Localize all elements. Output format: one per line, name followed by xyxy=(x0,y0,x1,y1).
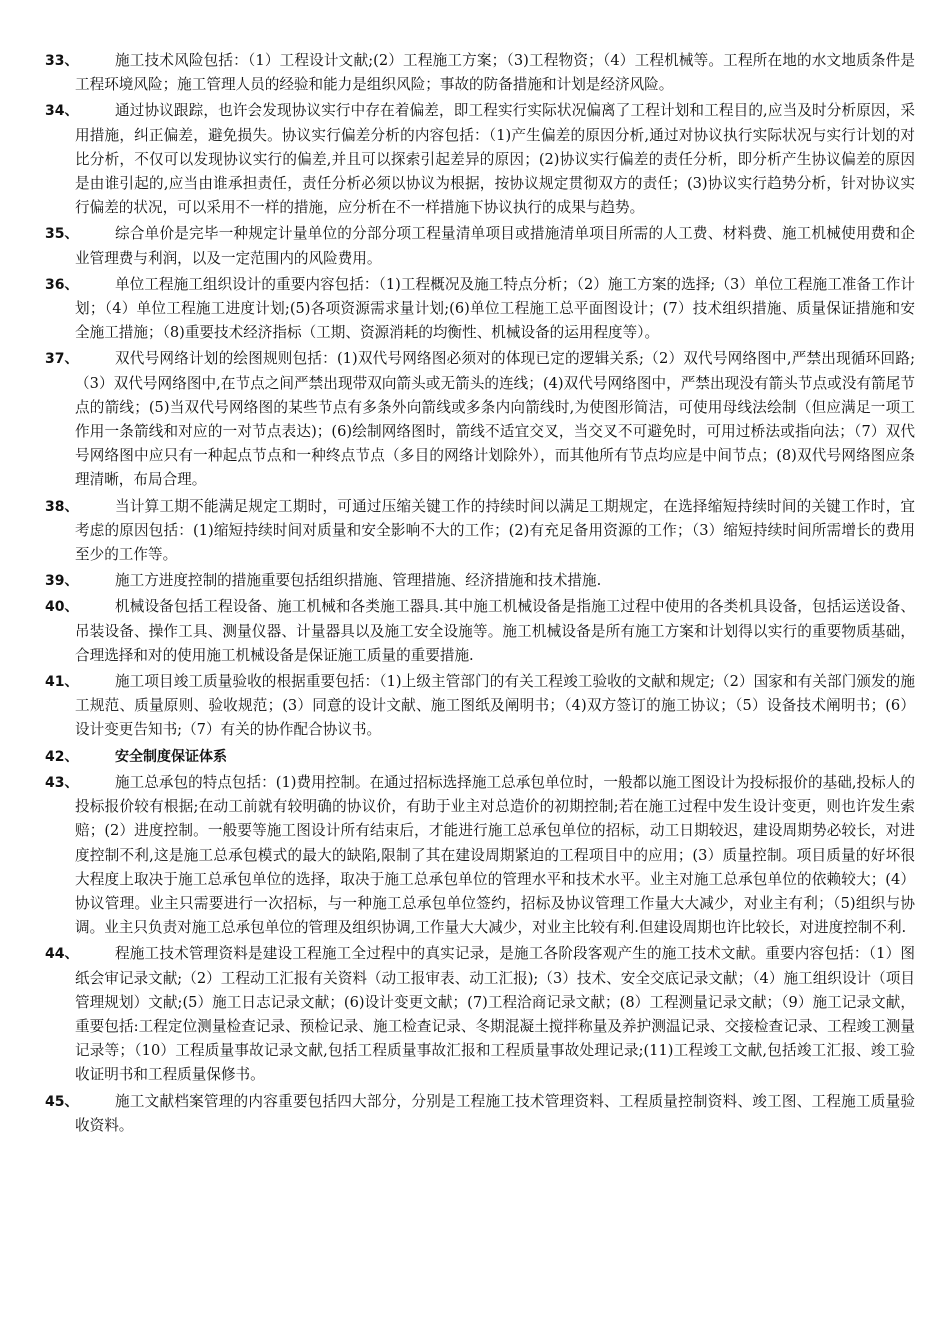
list-item xyxy=(45,273,915,346)
item-heading: 安全制度保证体系 xyxy=(115,748,227,765)
list-item xyxy=(45,569,915,593)
item-text: 程施工技术管理资料是建设工程施工全过程中的真实记录，是施工各阶段客观产生的施工技术文献。重要内容包括：（1）图纸会审记录文献;（2）工程动工汇报有关资料（动工报审表、动工汇报);（3）技术、安全交底记录文献；（4）施工组织设计（项目管理规划）文献;(5）施工日志记录文献；(6)设计变更文献；(7)工程洽商记录文献；(8）工程测量记录文献；（9）施工记录文献，重要包括:工程定位测量检查记录、预检记录、施工检查记录、冬期混凝土搅拌称量及养护测温记录、交接检查记录、工程竣工测量记录等；（10）工程质量事故记录文献,包括工程质量事故汇报和工程质量事故处理记录;(11)工程竣工文献,包括竣工汇报、竣工验收证明书和工程质量保修书。 xyxy=(75,945,915,1084)
list-item xyxy=(45,942,915,1087)
item-text: 施工技术风险包括：（1）工程设计文献;(2）工程施工方案；（3)工程物资；（4）工程机械等。工程所在地的水文地质条件是工程环境风险；施工管理人员的经验和能力是组织风险；事故的防备措施和计划是经济风险。 xyxy=(75,52,915,94)
item-text: 施工方进度控制的措施重要包括组织措施、管理措施、经济措施和技术措施. xyxy=(115,572,602,590)
item-text: 施工总承包的特点包括：(1)费用控制。在通过招标选择施工总承包单位时，一般都以施工图设计为投标报价的基础,投标人的投标报价较有根据;在动工前就有较明确的协议价，有助于业主对总造价的初期控制;若在施工过程中发生设计变更，则也许发生索赔；(2）进度控制。一般要等施工图设计所有结束后，才能进行施工总承包单位的招标，动工日期较迟，建设周期势必较长，对进度控制不利,这是施工总承包模式的最大的缺陷,限制了其在建设周期紧迫的工程项目中的应用；(3）质量控制。项目质量的好坏很大程度上取决于施工总承包单位的选择，取决于施工总承包单位的管理水平和技术水平。业主对施工总承包单位的依赖较大；(4）协议管理。业主只需要进行一次招标，与一种施工总承包单位签约，招标及协议管理工作量大大减少，对业主有利；（5)组织与协调。业主只负责对施工总承包单位的管理及组织协调,工作量大大减少，对业主比较有利.但建设周期也许比较长，对进度控制不利. xyxy=(75,773,915,937)
list-item xyxy=(45,745,915,769)
item-text: 综合单价是完毕一种规定计量单位的分部分项工程量清单项目或措施清单项目所需的人工费、材料费、施工机械使用费和企业管理费与利润，以及一定范围内的风险费用。 xyxy=(75,225,915,267)
item-text: 单位工程施工组织设计的重要内容包括：（1)工程概况及施工特点分析；（2）施工方案的选择;（3）单位工程施工准备工作计划；（4）单位工程施工进度计划;(5)各项资源需求量计划;(6)单位工程施工总平面图设计；(7）技术组织措施、质量保证措施和安全施工措施；（8)重要技术经济指标（工期、资源消耗的均衡性、机械设备的运用程度等）。 xyxy=(75,275,915,342)
list-item xyxy=(45,347,915,492)
item-number: 41、 xyxy=(45,674,79,691)
item-number: 33、 xyxy=(45,53,79,69)
list-item xyxy=(45,1090,915,1138)
list-item xyxy=(45,670,915,743)
list-item xyxy=(45,771,915,940)
list-item xyxy=(45,99,915,220)
item-number: 45、 xyxy=(45,1093,79,1110)
item-number: 40、 xyxy=(45,599,79,616)
list-item xyxy=(45,222,915,270)
item-text: 施工项目竣工质量验收的根据重要包括：（1)上级主管部门的有关工程竣工验收的文献和规定;（2）国家和有关部门颁发的施工规范、质量原则、验收规范；(3）同意的设计文献、施工图纸及阐明书；（4)双方签订的施工协议；（5）设备技术阐明书；(6）设计变更告知书;（7）有关的协作配合协议书。 xyxy=(75,673,915,739)
item-number: 35、 xyxy=(45,226,79,243)
item-number: 36、 xyxy=(45,276,79,293)
list-item xyxy=(45,495,915,568)
item-text: 双代号网络计划的绘图规则包括：(1)双代号网络图必须对的体现已定的逻辑关系;（2）双代号网络图中,严禁出现循环回路;（3）双代号网络图中,在节点之间严禁出现带双向箭头或无箭头的连线；(4)双代号网络图中，严禁出现没有箭头节点或没有箭尾节点的箭线；(5)当双代号网络图的某些节点有多条外向箭线或多条内向箭线时,为使图形简洁，可使用母线法绘制（但应满足一项工作用一条箭线和对应的一对节点表达)；(6)绘制网络图时，箭线不适宜交叉，当交叉不可避免时，可用过桥法或指向法；（7）双代号网络图中应只有一种起点节点和一种终点节点（多目的网络计划除外），而其他所有节点均应是中间节点；(8)双代号网络图应条理清晰，布局合理。 xyxy=(75,350,915,489)
item-text: 机械设备包括工程设备、施工机械和各类施工器具.其中施工机械设备是指施工过程中使用的各类机具设备，包括运送设备、吊装设备、操作工具、测量仪器、计量器具以及施工安全设施等。施工机械设备是所有施工方案和计划得以实行的重要物质基础，合理选择和对的使用施工机械设备是保证施工质量的重要措施. xyxy=(75,598,915,664)
numbered-list xyxy=(45,49,915,1140)
item-number: 42、 xyxy=(45,748,79,765)
item-number: 38、 xyxy=(45,498,79,515)
item-text: 施工文献档案管理的内容重要包括四大部分，分别是工程施工技术管理资料、工程质量控制资料、竣工图、工程施工质量验收资料。 xyxy=(75,1092,915,1134)
item-number: 34、 xyxy=(45,103,79,120)
item-number: 44、 xyxy=(45,946,79,963)
item-number: 37、 xyxy=(45,351,79,368)
item-number: 43、 xyxy=(45,774,79,791)
item-text: 通过协议跟踪，也许会发现协议实行中存在着偏差，即工程实行实际状况偏离了工程计划和工程目的,应当及时分析原因，采用措施，纠正偏差，避免损失。协议实行偏差分析的内容包括：（1)产生偏差的原因分析,通过对协议执行实际状况与实行计划的对比分析，不仅可以发现协议实行的偏差,并且可以探索引起差异的原因；(2)协议实行偏差的责任分析，即分析产生协议偏差的原因是由谁引起的,应当由谁承担责任，责任分析必须以协议为根据，按协议规定贯彻双方的责任；(3)协议实行趋势分析，针对协议实行偏差的状况，可以采用不一样的措施，应分析在不一样措施下协议执行的成果与趋势。 xyxy=(75,102,915,217)
list-item xyxy=(45,595,915,668)
list-item xyxy=(45,49,915,97)
item-text: 当计算工期不能满足规定工期时，可通过压缩关键工作的持续时间以满足工期规定，在选择缩短持续时间的关键工作时，宜考虑的原因包括：(1)缩短持续时间对质量和安全影响不大的工作；(2)有充足备用资源的工作；（3）缩短持续时间所需增长的费用至少的工作等。 xyxy=(75,497,915,564)
item-number: 39、 xyxy=(45,573,79,590)
